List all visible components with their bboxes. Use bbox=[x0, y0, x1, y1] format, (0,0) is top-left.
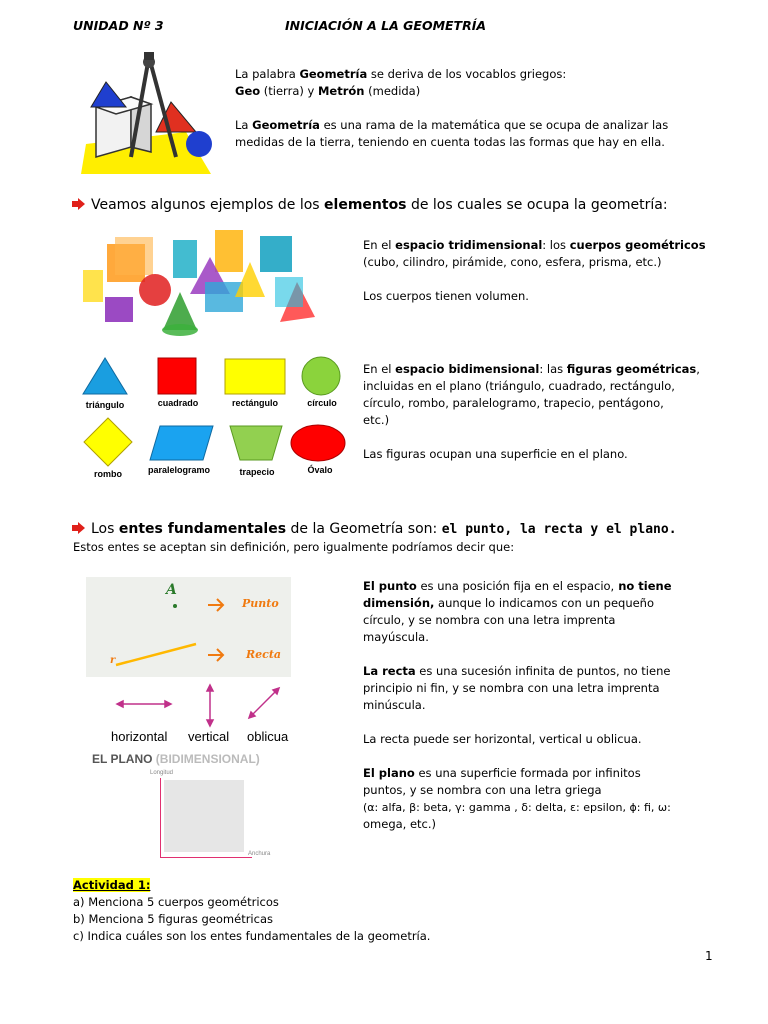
recta-label: Recta bbox=[246, 648, 282, 661]
label-paralelogramo: paralelogramo bbox=[147, 465, 211, 475]
page-number: 1 bbox=[705, 949, 713, 963]
punto-def-3: círculo, y se nombra con una letra imprenta bbox=[363, 613, 616, 627]
intro-line-4: medidas de la tierra, teniendo en cuenta todas las formas que hay en ella. bbox=[235, 135, 665, 149]
intro-line-3: La Geometría es una rama de la matemática que se ocupa de analizar las bbox=[235, 118, 669, 132]
recta-def-4: La recta puede ser horizontal, vertical u oblicua. bbox=[363, 732, 642, 746]
oblicua-label: oblicua bbox=[247, 729, 289, 744]
bi-line-2: incluidas en el plano (triángulo, cuadrado, rectángulo, bbox=[363, 379, 675, 393]
label-ovalo: Óvalo bbox=[307, 465, 333, 475]
plano-def-4: omega, etc.) bbox=[363, 817, 437, 831]
plane-y-axis bbox=[160, 778, 161, 858]
recta-def-2: principio ni fin, y se nombra con una letra imprenta bbox=[363, 681, 660, 695]
label-cuadrado: cuadrado bbox=[157, 398, 199, 408]
entes-heading: Los entes fundamentales de la Geometría son: el punto, la recta y el plano. bbox=[72, 520, 677, 539]
horizontal-label: horizontal bbox=[111, 729, 168, 744]
label-triangulo: triángulo bbox=[85, 400, 125, 410]
vertical-label: vertical bbox=[188, 729, 230, 744]
activity-item-b: b) Menciona 5 figuras geométricas bbox=[73, 912, 273, 926]
activity-item-a: a) Menciona 5 cuerpos geométricos bbox=[73, 895, 279, 909]
label-circulo: círculo bbox=[307, 398, 337, 408]
elements-heading: Veamos algunos ejemplos de los elementos de los cuales se ocupa la geometría: bbox=[72, 196, 668, 214]
anchura-label: Anchura bbox=[248, 851, 271, 857]
entes-subtitle: Estos entes se aceptan sin definición, pero igualmente podríamos decir que: bbox=[73, 540, 515, 554]
plane-x-axis bbox=[160, 857, 252, 858]
page-title: INICIACIÓN A LA GEOMETRÍA bbox=[285, 18, 487, 33]
point-line-board bbox=[86, 577, 291, 677]
bi-line-3: círculo, rombo, paralelogramo, trapecio, pentágono, bbox=[363, 396, 664, 410]
unit-label: UNIDAD Nº 3 bbox=[73, 18, 164, 33]
point-a-label: A bbox=[166, 582, 177, 598]
punto-def-1: El punto es una posición fija en el espacio, no tiene bbox=[363, 579, 672, 593]
geometry-illustration bbox=[76, 52, 216, 177]
recta-def-1: La recta es una sucesión infinita de puntos, no tiene bbox=[363, 664, 671, 678]
label-rombo: rombo bbox=[94, 469, 122, 479]
plane-square bbox=[164, 780, 244, 852]
label-trapecio: trapecio bbox=[239, 467, 275, 477]
plano-def-2: puntos, y se nombra con una letra griega bbox=[363, 783, 602, 797]
plano-title: EL PLANO (BIDIMENSIONAL) bbox=[92, 752, 260, 766]
arrow-right-icon bbox=[72, 198, 85, 210]
intro-line-1: La palabra Geometría se deriva de los vocablos griegos: bbox=[235, 67, 567, 81]
tri-line-2: (cubo, cilindro, pirámide, cono, esfera, prisma, etc.) bbox=[363, 255, 662, 269]
longitud-label: Longitud bbox=[150, 770, 174, 776]
punto-def-2: dimensión, aunque lo indicamos con un pequeño bbox=[363, 596, 655, 610]
tri-line-1: En el espacio tridimensional: los cuerpos geométricos bbox=[363, 238, 706, 252]
activity-title: Actividad 1: bbox=[73, 878, 151, 892]
r-label: r bbox=[110, 655, 116, 666]
punto-def-4: mayúscula. bbox=[363, 630, 429, 644]
bi-line-5: Las figuras ocupan una superficie en el plano. bbox=[363, 447, 628, 461]
bi-line-4: etc.) bbox=[363, 413, 390, 427]
label-rectangulo: rectángulo bbox=[231, 398, 278, 408]
plano-def-3: (α: alfa, β: beta, γ: gamma , δ: delta, ε: epsilon, ϕ: fi, ω: bbox=[363, 801, 671, 814]
bi-line-1: En el espacio bidimensional: las figuras geométricas, bbox=[363, 362, 700, 376]
tri-line-3: Los cuerpos tienen volumen. bbox=[363, 289, 529, 303]
arrow-right-icon bbox=[72, 522, 85, 534]
line-orientations bbox=[107, 680, 297, 752]
plano-def-1: El plano es una superficie formada por infinitos bbox=[363, 766, 641, 780]
activity-item-c: c) Indica cuáles son los entes fundamentales de la geometría. bbox=[73, 929, 431, 943]
recta-def-3: minúscula. bbox=[363, 698, 426, 712]
intro-line-2: Geo (tierra) y Metrón (medida) bbox=[235, 84, 421, 98]
punto-label: Punto bbox=[242, 597, 279, 610]
figures-illustration bbox=[68, 350, 358, 485]
solids-illustration bbox=[75, 222, 320, 340]
